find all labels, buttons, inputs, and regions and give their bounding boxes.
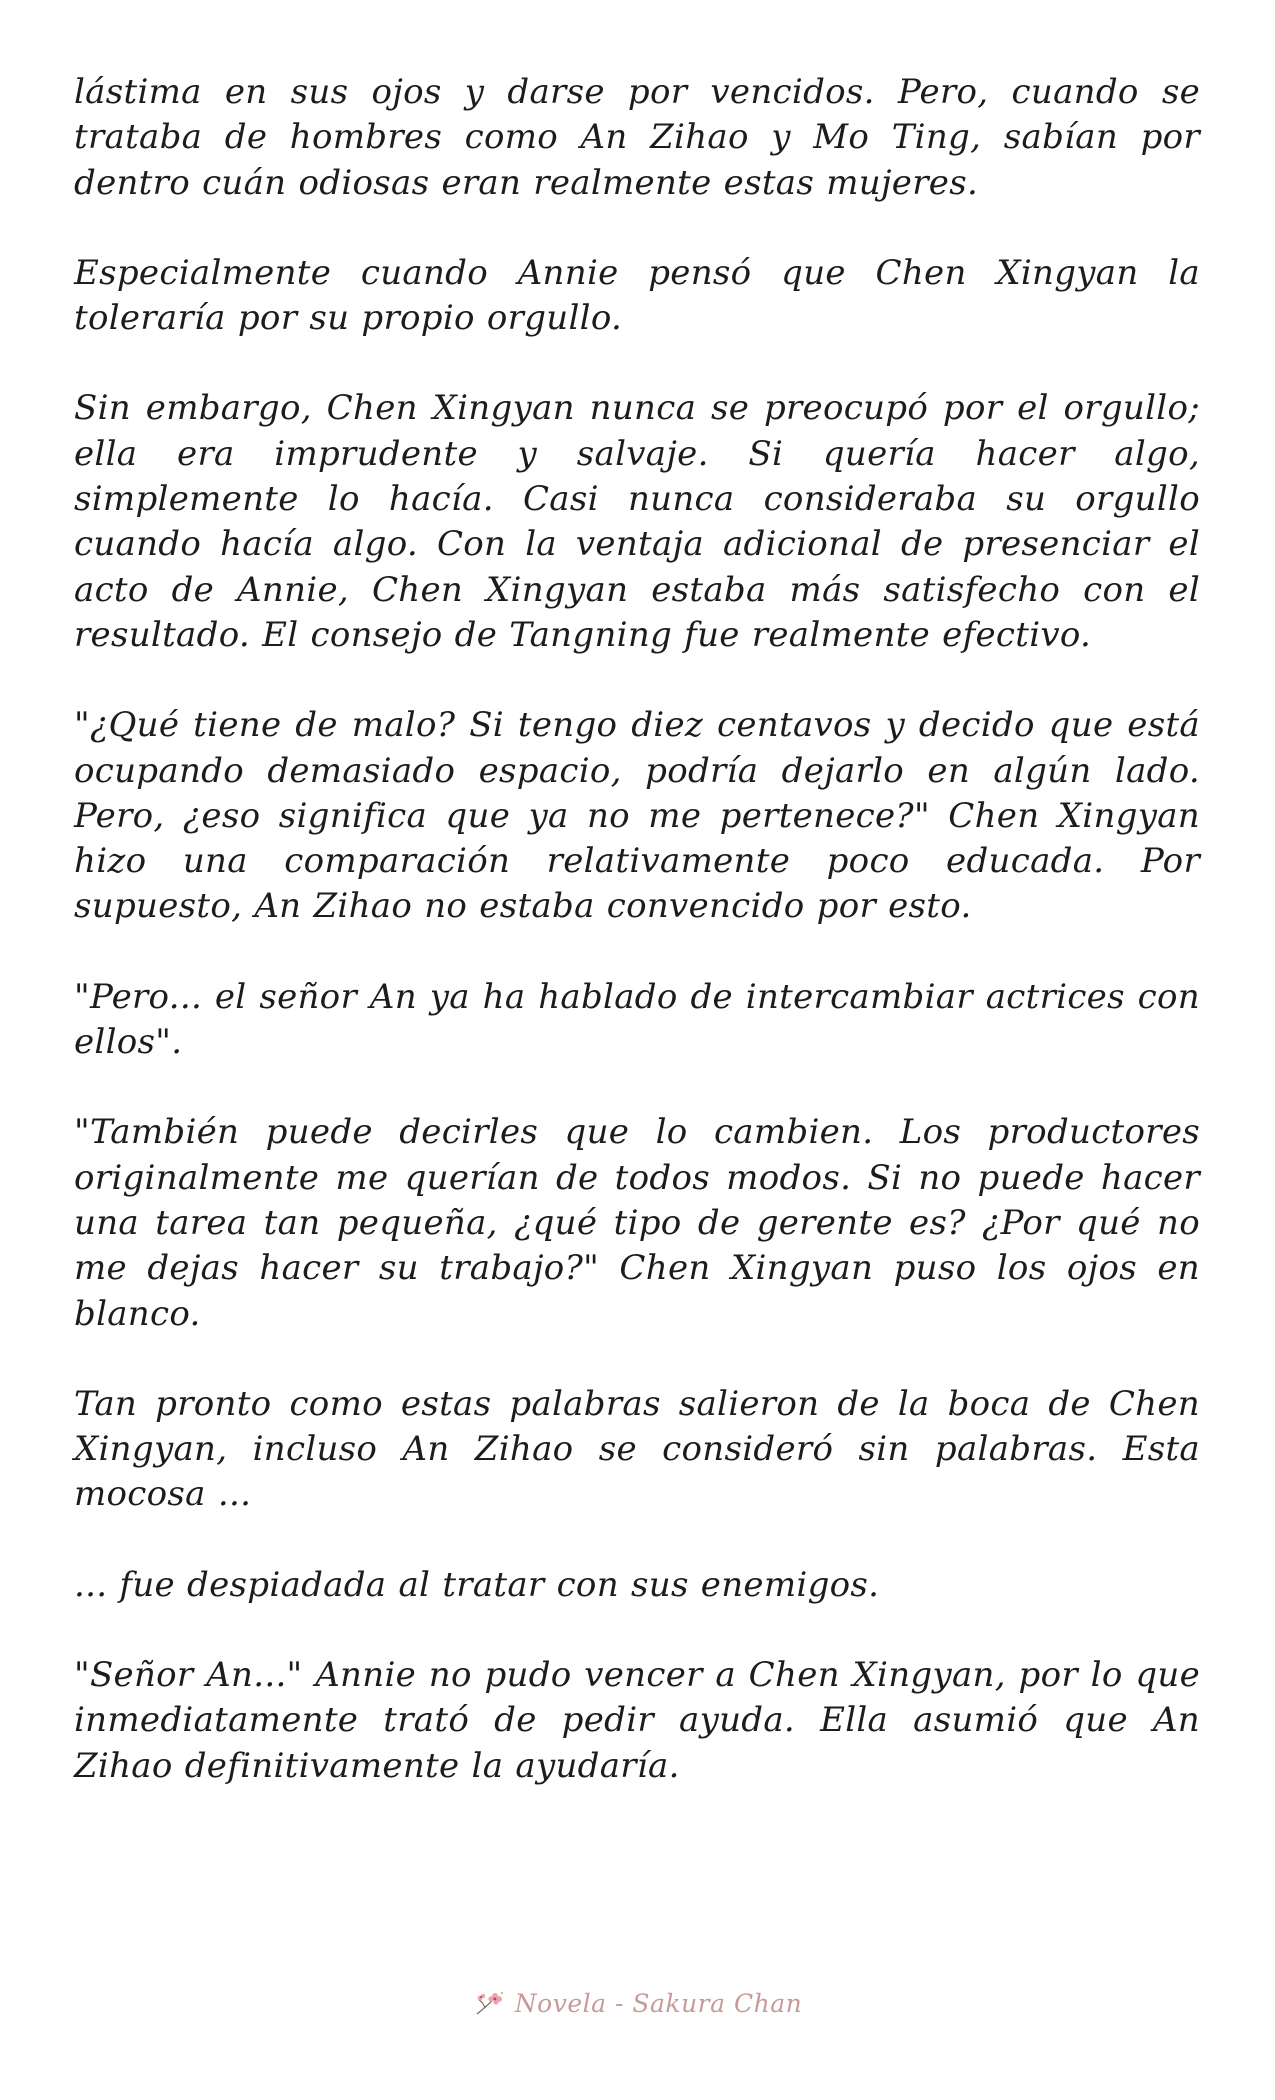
footer-text: Novela - Sakura Chan bbox=[514, 1988, 803, 2018]
document-body bbox=[74, 70, 1200, 1834]
sakura-flower-icon bbox=[473, 1988, 507, 2018]
paragraph-5: "Pero... el señor An ya ha hablado de intercambiar actrices con ellos". bbox=[74, 976, 1200, 1063]
paragraph-1: lástima en sus ojos y darse por vencidos. Pero, cuando se trataba de hombres como An Zihao y Mo Ting, sabían por dentro cuán odiosas eran realmente estas mujeres. bbox=[74, 72, 1200, 203]
paragraph-7: Tan pronto como estas palabras salieron de la boca de Chen Xingyan, incluso An Zihao se consideró sin palabras. Esta mocosa ... bbox=[74, 1383, 1200, 1515]
paragraph-3: Sin embargo, Chen Xingyan nunca se preocupó por el orgullo; ella era imprudente y salvaje. Si quería hacer algo, simplemente lo hacía. Casi nunca consideraba su orgullo cuando hacía algo. Con la ventaja adicional de presenciar el acto de Annie, Chen Xingyan estaba más satisfecho con el resultado. El consejo de Tangning fue realmente efectivo. bbox=[74, 388, 1200, 655]
paragraph-6: "También puede decirles que lo cambien. Los productores originalmente me querían de todos modos. Si no puede hacer una tarea tan pequeña, ¿qué tipo de gerente es? ¿Por qué no me dejas hacer su trabajo?" Chen Xingyan puso los ojos en blanco. bbox=[74, 1112, 1200, 1334]
paragraph-8: ... fue despiadada al tratar con sus enemigos. bbox=[74, 1564, 880, 1605]
paragraph-2: Especialmente cuando Annie pensó que Chen Xingyan la toleraría por su propio orgullo. bbox=[74, 252, 1200, 339]
paragraph-4: "¿Qué tiene de malo? Si tengo diez centavos y decido que está ocupando demasiado espacio, podría dejarlo en algún lado. Pero, ¿eso significa que ya no me pertenece?" Chen Xingyan hizo una comparación relativamente poco educada. Por supuesto, An Zihao no estaba convencido por esto. bbox=[74, 705, 1200, 927]
footer-watermark bbox=[0, 1988, 1275, 2022]
paragraph-9: "Señor An..." Annie no pudo vencer a Chen Xingyan, por lo que inmediatamente trató de pedir ayuda. Ella asumió que An Zihao definitivamente la ayudaría. bbox=[74, 1655, 1200, 1786]
footer-brand bbox=[473, 1988, 802, 2018]
